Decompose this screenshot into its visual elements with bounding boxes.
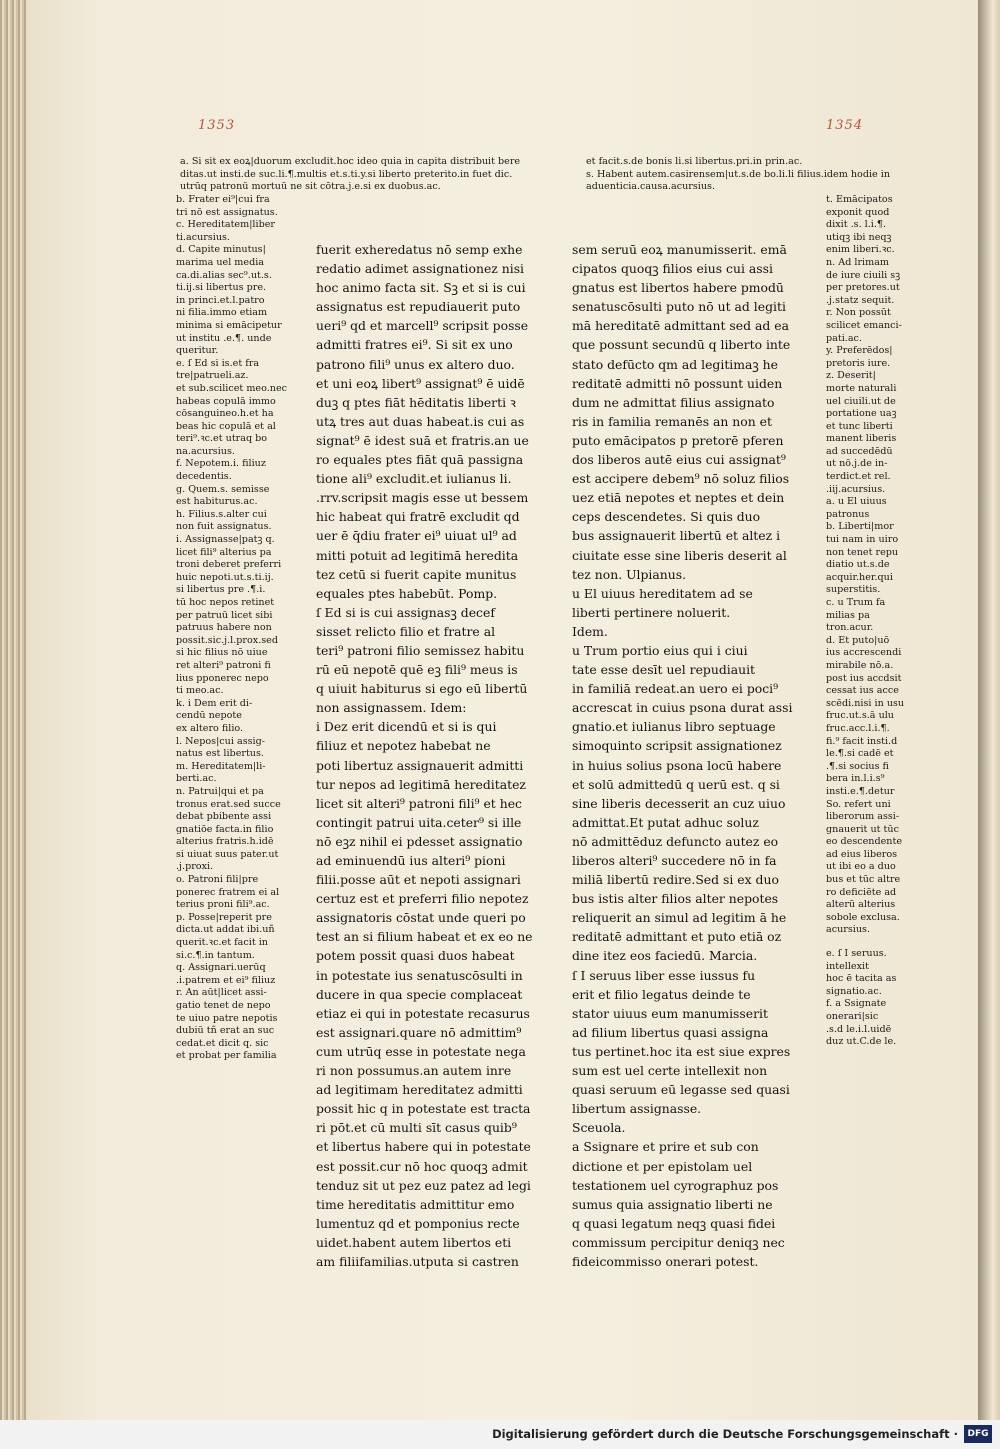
text-line: reditatē admittant et puto etiā oz [572,929,782,945]
gloss-line: r. Non possūt [826,307,891,319]
gloss-line: cedat.et dicit q. sic [176,1037,269,1049]
gloss-left-margin [176,194,306,1063]
text-line: sisset relicto filio et fratre al [316,623,496,639]
gloss-line: l. Nepos|cui assig- [176,735,265,747]
gloss-line: berti.ac. [176,773,217,785]
text-line: testationem uel cyrographuz pos [572,1177,779,1193]
folio-left: 1353 [198,118,236,133]
text-line: equales ptes habebūt. Pomp. [316,585,498,601]
gloss-line: habeas copulā immo [176,395,276,407]
gloss-line: .s.d le.i.l.uidē [826,1023,892,1035]
gloss-line: ut institu .e.¶. unde [176,332,272,344]
gloss-line: pretoris iure. [826,357,891,369]
text-line: est assignari.quare nō admittim⁹ [316,1024,522,1040]
text-line: signat⁹ ē idest suā et fratris.an ue [316,432,529,448]
book-right-edge [976,0,1000,1420]
gloss-right-margin [826,194,926,937]
text-column-1 [316,240,556,1271]
gloss-line: utrūq patronū mortuū ne sit cōtra.j.e.si ex duobus.ac. [180,181,441,193]
gloss-line: mirabile nō.a. [826,659,894,671]
gloss-line: lius pponerec nepo [176,672,269,684]
text-line: ueri⁹ qd et marcell⁹ scripsit posse [316,318,529,334]
gloss-line: si.c.¶.in tantum. [176,949,255,961]
text-line: quasi seruum eū legasse sed quasi [572,1082,790,1098]
gloss-top-right [586,156,946,194]
gloss-line: k. i Dem erit di- [176,697,253,709]
text-line: sum est uel certe intellexit non [572,1063,768,1079]
gloss-line: acursius. [826,924,871,936]
gloss-line: a. Si sit ex eoꝝ|duorum excludit.hoc ideo quia in capita distribuit bere [180,156,521,167]
text-line: dum ne admittat filius assignato [572,394,775,410]
text-line: q uiuit habiturus si ego eū libertū [316,681,528,697]
gloss-line: ro deficiēte ad [826,886,897,898]
text-line: utꝝ tres aut duas habeat.is cui as [316,413,525,429]
gloss-line: n. Patrui|qui et pa [176,785,264,797]
gloss-line: pati.ac. [826,332,862,344]
gloss-line: possit.sic.j.l.prox.sed [176,634,278,646]
gloss-line: d. Capite minutus| [176,244,266,256]
gloss-line: acquir.her.qui [826,571,893,583]
gloss-line: d. Et puto|uō [826,634,890,646]
text-line: ri non possumus.an autem inre [316,1063,512,1079]
text-line: in potestate ius senatuscōsulti in [316,967,523,983]
gloss-line: z. Deserit| [826,370,876,382]
gloss-line: ti.ij.si libertus pre. [176,282,267,294]
gloss-line: intellexit [826,960,869,972]
text-line: cum utrūq esse in potestate nega [316,1043,526,1059]
text-line: rū eū nepotē quē eꝫ fili⁹ meus is [316,662,518,678]
gloss-line: g. Quem.s. semisse [176,483,270,495]
text-line: ad filium libertus quasi assigna [572,1024,769,1040]
gloss-line: si libertus pre .¶.i. [176,584,266,596]
gloss-line: huic nepoti.ut.s.ti.ij. [176,571,274,583]
gloss-line: ut nō.j.de in- [826,458,888,470]
gloss-line: manent liberis [826,433,897,445]
text-line: dictione et per epistolam uel [572,1158,753,1174]
text-line: bus assignauerit libertū et altez i [572,528,781,544]
gloss-line: in princi.et.l.patro [176,294,265,306]
text-line: sem seruū eoꝝ manumisserit. emā [572,242,787,257]
gloss-line: .j.statz sequit. [826,294,895,306]
gloss-line: b. Frater ei⁹|cui fra [176,194,270,205]
gloss-line: tronus erat.sed succe [176,798,281,810]
gloss-line: fruc.ut.s.ā ulu [826,710,894,722]
gloss-line: dicta.ut addat ibi.uñ [176,924,275,936]
gloss-line: ret alteri⁹ patroni fi [176,659,271,671]
text-line: patrono fili⁹ unus ex altero duo. [316,356,515,372]
gloss-line: c. Hereditatem|liber [176,219,275,231]
gloss-line: tron.acur. [826,622,874,634]
text-line: ſ I seruus liber esse iussus fu [572,967,756,983]
text-line: gnatio.et iulianus libro septuage [572,719,776,735]
text-line: sine liberis decesserit an cuz uiuo [572,795,786,811]
text-line: ducere in qua specie complaceat [316,986,523,1002]
gloss-line: scilicet emanci- [826,319,902,331]
gloss-line: milias pa [826,609,870,621]
text-line: Idem. [572,623,608,639]
gloss-line: est habiturus.ac. [176,496,258,508]
gloss-line: morte naturali [826,382,897,394]
gloss-line: tri nō est assignatus. [176,206,278,218]
text-line: test an si filium habeat et ex eo ne [316,929,533,945]
gloss-line: et facit.s.de bonis li.si libertus.pri.in prin.ac. [586,156,803,167]
gloss-line: duz ut.C.de le. [826,1036,897,1048]
text-line: certuz est et preferri filio nepotez [316,891,529,907]
gloss-line: uel ciuili.ut de [826,395,896,407]
text-line: hoc animo facta sit. Sꝫ et si is cui [316,280,526,296]
gloss-line: r. An aūt|licet assi- [176,987,267,999]
gloss-line: hoc ē tacita as [826,973,897,985]
text-line: tur nepos ad legitimā hereditatez [316,776,526,792]
text-line: uidet.habent autem libertos eti [316,1234,512,1250]
text-line: et solū admittedū q uerū est. q si [572,776,780,792]
text-line: accrescat in cuius psona durat assi [572,700,793,716]
text-line: ad legitimam hereditatez admitti [316,1082,523,1098]
gloss-line: tui nam in uiro [826,534,899,546]
gloss-line: de iure ciuili sꝫ [826,269,901,281]
gloss-line: ti meo.ac. [176,685,224,697]
gloss-line: onerari|sic [826,1010,879,1022]
gloss-line: b. Liberti|mor [826,521,894,533]
gloss-line: c. u Trum fa [826,597,886,608]
text-line: contingit patrui uita.ceter⁹ si ille [316,814,522,830]
gloss-line: decedentis. [176,471,232,483]
text-line: non assignassem. Idem: [316,700,467,716]
gloss-line: non tenet repu [826,546,899,558]
text-line: et libertus habere qui in potestate [316,1139,531,1155]
gloss-line: querit.ꝛc.et facit in [176,937,268,949]
gloss-line: terdict.et rel. [826,471,891,483]
gloss-line: aduenticia.causa.acursius. [586,181,715,193]
text-line: gnatus est libertos habere pmodū [572,280,784,296]
gloss-line: ni filia.immo etiam [176,307,268,319]
gloss-line: eo descendente [826,836,903,848]
text-line: Sceuola. [572,1120,626,1136]
text-line: in familiā redeat.an uero ei poci⁹ [572,681,779,697]
text-line: reliquerit an simul ad legitim ā he [572,910,787,926]
text-line: tione ali⁹ excludit.et iulianus li. [316,471,512,487]
text-line: a Ssignare et prire et sub con [572,1139,759,1155]
text-line: dine itez eos faciedū. Marcia. [572,948,758,964]
gloss-line: tre|patrueli.az. [176,370,249,382]
text-line: redatio adimet assignationez nisi [316,261,525,277]
gloss-line: bera in.l.i.s⁹ [826,773,885,785]
text-line: ro equales ptes fiāt quā passigna [316,452,524,468]
text-line: liberti pertinere noluerit. [572,604,731,620]
text-line: tez cetū si fuerit capite munitus [316,566,517,582]
gloss-line: tū hoc nepos retinet [176,597,275,608]
gloss-top-left [180,156,590,194]
gloss-line: o. Patroni fili|pre [176,874,259,886]
gloss-line: licet fili⁹ alterius pa [176,546,272,558]
gloss-line: ad eius liberos [826,848,898,860]
text-line: erit et filio legatus deinde te [572,986,751,1002]
text-line: nō eꝫz nihil ei pdesset assignatio [316,833,523,849]
gloss-line: ca.di.alias sec⁹.ut.s. [176,269,272,281]
gloss-line: gnatiōe facta.in filio [176,823,274,835]
gloss-line: ditas.ut insti.de suc.li.¶.multis et.s.ti.y.si liberto preterito.in fuet dic. [180,168,513,180]
gloss-line: .i.patrem et ei⁹ filiuz [176,974,276,986]
gloss-line: liberorum assi- [826,811,900,823]
gloss-line: per pretores.ut [826,282,900,294]
gloss-line: si uiuat suus pater.ut [176,848,279,860]
gloss-line: signatio.ac. [826,985,882,997]
gloss-line: et probat per familia [176,1050,277,1062]
gloss-line: troni deberet preferri [176,559,282,571]
gloss-line: fi.⁹ facit insti.d [826,735,898,747]
gloss-line: alterū alterius [826,899,896,911]
gloss-line: a. u El uiuus [826,496,887,508]
gloss-line: bus et tūc altre [826,874,901,886]
text-line: hic habeat qui fratrē excludit qd [316,509,520,525]
gloss-line: queritur. [176,345,219,357]
gloss-line: q. Assignari.uerūq [176,962,266,974]
gloss-line: gnauerit ut tūc [826,823,899,835]
text-line: i Dez erit dicendū et si is qui [316,719,497,735]
gloss-line: non fuit assignatus. [176,521,272,533]
gloss-line: .iij.acursius. [826,483,886,495]
text-line: bus istis alter filios alter nepotes [572,891,779,907]
text-line: poti libertuz assignauerit admitti [316,757,524,773]
gloss-line: diatio ut.s.de [826,559,890,571]
gloss-line: et sub.scilicet meo.nec [176,382,287,394]
gloss-line: marima uel media [176,256,265,268]
gloss-line: le.¶.si cadē et [826,748,894,760]
text-line: tenduz sit ut pez euz patez ad legi [316,1177,531,1193]
text-line: lumentuz qd et pomponius recte [316,1215,520,1231]
text-line: admitti fratres ei⁹. Si sit ex uno [316,337,513,353]
gloss-line: ponerec fratrem ei al [176,886,280,898]
text-line: am filiifamilias.utputa si castren [316,1253,519,1269]
text-line: sumus quia assignatio liberti ne [572,1196,773,1212]
text-line: fideicommisso onerari potest. [572,1253,759,1269]
text-line: ris in familia remanēs an non et [572,413,772,429]
gloss-line: et tunc liberti [826,420,893,432]
gloss-line: s. Habent autem.casirensem|ut.s.de bo.li.li filius.idem hodie in [586,168,891,180]
text-line: u El uiuus hereditatem ad se [572,585,753,601]
gloss-line: p. Posse|reperit pre [176,911,272,923]
gloss-line: ti.acursius. [176,231,230,243]
gloss-line: t. Emācipatos [826,194,893,205]
gloss-line: insti.e.¶.detur [826,785,895,797]
gloss-line: i. Assignasse|patꝫ q. [176,534,275,546]
text-line: duꝫ q ptes fiāt hēditatis liberti ꝛ [316,394,516,410]
text-line: stato defūcto qm ad legitimaꝫ he [572,356,778,372]
gloss-right-margin-lower [826,948,926,1049]
gloss-line: portatione uaꝫ [826,408,897,420]
gloss-line: .j.proxi. [176,861,214,873]
text-line: ciuitate esse sine liberis deserit al [572,547,787,563]
text-line: in huius solius psona locū habere [572,757,782,773]
gloss-line: superstitis. [826,584,881,596]
gloss-line: ad succedēdū [826,445,893,457]
text-line: ad eminuendū ius alteri⁹ pioni [316,853,506,868]
gloss-line: beas hic copulā et al [176,420,276,432]
text-line: reditatē admitti nō possunt uiden [572,375,783,391]
text-line: fuerit exheredatus nō semp exhe [316,242,523,257]
text-line: u Trum portio eius qui i ciui [572,642,748,658]
text-line: ri pōt.et cū multi sīt casus quib⁹ [316,1120,517,1136]
text-line: stator uiuus eum manumisserit [572,1005,768,1021]
text-line: est possit.cur nō hoc quoqꝫ admit [316,1158,528,1174]
folio-right: 1354 [826,118,864,133]
text-line: ſ Ed si is cui assignasꝫ decef [316,604,495,620]
gloss-line: e. ſ I seruus. [826,948,887,959]
gloss-line: patruus habere non [176,622,272,634]
gloss-line: natus est libertus. [176,748,264,760]
gloss-line: sobole exclusa. [826,911,900,923]
text-line: est accipere debem⁹ nō soluz filios [572,471,790,487]
text-line: teri⁹ patroni filio semissez habitu [316,642,525,658]
gloss-line: gatio tenet de nepo [176,1000,271,1011]
text-line: ceps descendetes. Si quis duo [572,509,761,525]
dfg-logo: DFG [964,1425,992,1443]
gloss-line: terius proni fili⁹.ac. [176,899,270,911]
text-line: dos liberos autē eius cui assignat⁹ [572,452,786,468]
gloss-line: y. Preferēdos| [826,345,893,357]
text-line: senatuscōsulti puto nō ut ad legiti [572,299,786,315]
gloss-line: teri⁹.ꝛc.et utraq bo [176,433,268,445]
text-line: tez non. Ulpianus. [572,566,687,582]
gloss-line: na.acursius. [176,445,235,457]
text-line: tate esse desīt uel repudiauit [572,662,756,678]
text-line: mā hereditatē admittant sed ad ea [572,318,789,334]
gloss-line: post ius accdsit [826,672,902,684]
text-line: liberos alteri⁹ succedere nō in fa [572,853,777,868]
gloss-line: f. a Ssignate [826,998,887,1010]
gloss-line: m. Hereditatem|li- [176,760,266,772]
gloss-line: per patruū licet sibi [176,609,273,621]
gloss-line: ut ibi eo a duo [826,861,896,873]
gloss-line: minima si emācipetur [176,319,282,331]
gloss-line: fruc.acc.l.i.¶. [826,722,890,734]
gloss-line: dixit .s. l.i.¶. [826,219,887,231]
text-line: possit hic q in potestate est tracta [316,1101,531,1117]
text-line: tus pertinet.hoc ita est siue expres [572,1043,791,1059]
gloss-line: utiqꝫ ibi neqꝫ [826,231,892,243]
text-line: mitti potuit ad legitimā heredita [316,547,519,563]
book-page [26,0,978,1420]
text-line: uez etiā nepotes et neptes et dein [572,490,785,506]
gloss-line: exponit quod [826,206,890,218]
text-line: puto emācipatos p pretorē pferen [572,432,784,448]
text-line: potem possit quasi duos habeat [316,948,515,964]
gloss-line: cessat ius acce [826,685,899,697]
text-line: nō admittēduz defuncto autez eo [572,833,779,849]
gloss-line: te uiuo patre nepotis [176,1012,278,1024]
text-line: filii.posse aūt et nepoti assignari [316,872,521,888]
text-line: assignatus est repudiauerit puto [316,299,521,315]
text-line: uer ē q̄diu frater ei⁹ uiuat ul⁹ ad [316,528,517,544]
gloss-line: e. ſ Ed si is.et fra [176,357,260,369]
gloss-line: ex altero filio. [176,722,244,734]
text-line: time hereditatis admittitur emo [316,1196,515,1212]
gloss-line: h. Filius.s.alter cui [176,508,267,520]
gloss-line: si hic filius nō uiue [176,647,268,659]
gloss-line: patronus [826,508,870,520]
gloss-line: cōsanguineo.h.et ha [176,408,274,420]
text-line: commissum percipitur deniqꝫ nec [572,1234,785,1250]
text-line: .rrv.scripsit magis esse ut bessem [316,490,529,506]
text-line: admittat.Et putat adhuc soluz [572,814,759,830]
gloss-line: ius accrescendi [826,647,902,659]
book-page-edges [0,0,28,1420]
text-line: simoquinto scripsit assignationez [572,738,782,754]
text-column-2 [572,240,812,1271]
text-line: q quasi legatum neqꝫ quasi fidei [572,1215,776,1231]
gloss-line: cendū nepote [176,710,242,722]
text-line: que possunt secundū q liberto inte [572,337,791,353]
gloss-line: So. refert uni [826,798,891,810]
gloss-line: scēdi.nisi in usu [826,697,905,709]
text-line: cipatos quoqꝫ filios eius cui assi [572,261,773,277]
gloss-line: dubiū tñ erat an suc [176,1025,275,1037]
text-line: miliā libertū redire.Sed si ex duo [572,872,779,888]
gloss-line: alterius fratris.h.idē [176,836,274,848]
gloss-line: f. Nepotem.i. filiuz [176,458,266,470]
text-line: et uni eoꝝ libert⁹ assignat⁹ ē uidē [316,375,525,391]
footer-credit: Digitalisierung gefördert durch die Deutsche Forschungsgemeinschaft · [492,1427,958,1441]
gloss-line: n. Ad lrimam [826,256,890,268]
text-line: licet sit alteri⁹ patroni fili⁹ et hec [316,795,522,811]
gloss-line: enim liberi.ꝛc. [826,244,895,256]
text-line: libertum assignasse. [572,1101,702,1117]
text-line: etiaz ei qui in potestate recasurus [316,1005,530,1021]
text-line: filiuz et nepotez habebat ne [316,738,491,754]
text-line: assignatoris cōstat unde queri po [316,910,526,926]
gloss-line: .¶.si socius fi [826,760,889,772]
gloss-line: debat pbibente assi [176,811,272,823]
